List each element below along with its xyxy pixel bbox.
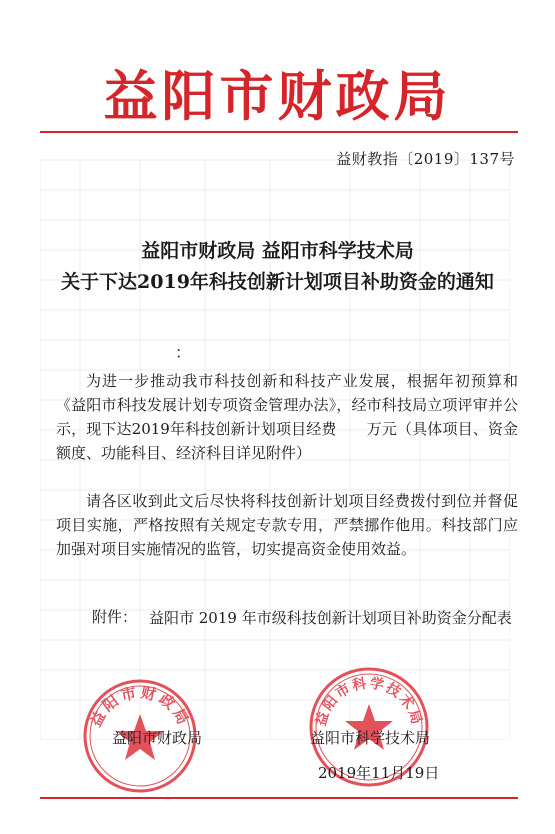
body-paragraph-1: 为进一步推动我市科技创新和科技产业发展，根据年初预算和《益阳市科技发展计划专项资金管理办法》，经市科技局立项评审并公示，现下达2019年科技创新计划项目经费 万元（具体项目、资金额度、功能科目、经济科目详见附件） bbox=[56, 372, 518, 462]
attachment-text: 益阳市 2019 年市级科技创新计划项目补助资金分配表 bbox=[149, 609, 512, 627]
recipient-line: ： bbox=[175, 343, 192, 362]
svg-text:益阳市财政局: 益阳市财政局 bbox=[86, 683, 194, 730]
masthead-title: 益阳市财政局 bbox=[103, 64, 452, 128]
masthead-red-rule bbox=[40, 131, 518, 133]
document-number: 益财教指〔2019〕137号 bbox=[336, 150, 515, 168]
notice-title-subject: 关于下达2019年科技创新计划项目补助资金的通知 bbox=[61, 271, 494, 293]
signature-finance-bureau: 益阳市财政局 bbox=[112, 729, 203, 747]
body-paragraph-2: 请各区收到此文后尽快将科技创新计划项目经费拨付到位并督促项目实施，严格按照有关规定专款专用，严禁挪作他用。科技部门应加强对项目实施情况的监管，切实提高资金使用效益。 bbox=[56, 492, 518, 558]
attachment-label: 附件： bbox=[92, 608, 138, 626]
issue-date: 2019年11月19日 bbox=[318, 764, 440, 782]
notice-title-issuers: 益阳市财政局 益阳市科学技术局 bbox=[141, 240, 414, 262]
footer-red-rule bbox=[40, 797, 518, 799]
signature-science-bureau: 益阳市科学技术局 bbox=[310, 729, 431, 747]
svg-text:益阳市科学技术局: 益阳市科学技术局 bbox=[313, 675, 425, 729]
